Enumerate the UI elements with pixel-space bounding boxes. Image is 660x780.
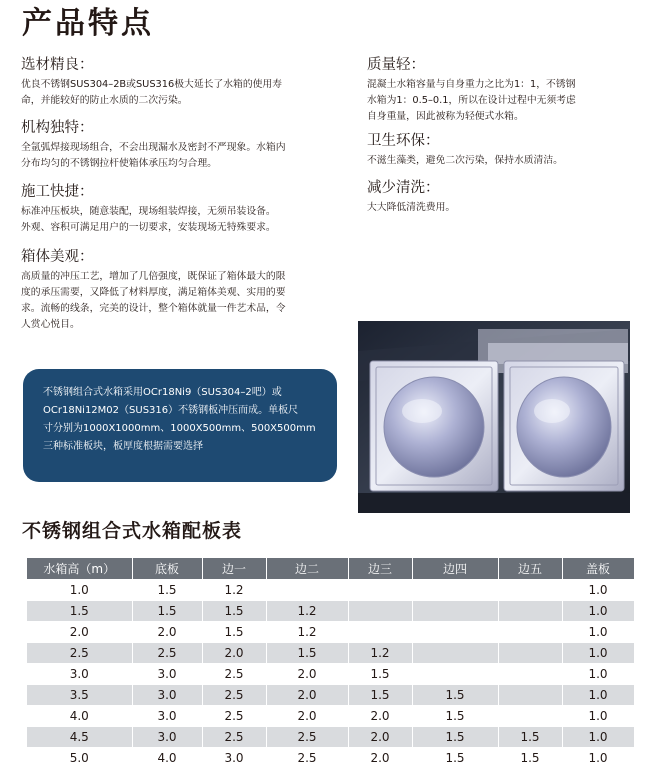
table-cell xyxy=(498,580,562,601)
table-cell: 1.5 xyxy=(498,727,562,748)
table-cell: 4.0 xyxy=(27,706,132,727)
feature-body: 全氩弧焊接现场组合，不会出现漏水及密封不严现象。水箱内 分布均匀的不锈钢拉杆使箱体承压均匀合理。 xyxy=(21,142,286,169)
table-cell: 1.2 xyxy=(266,622,348,643)
table-cell: 5.0 xyxy=(27,748,132,769)
table-title: 不锈钢组合式水箱配板表 xyxy=(22,520,243,542)
table-row xyxy=(27,622,634,643)
table-cell: 3.0 xyxy=(202,748,266,769)
table-cell: 2.5 xyxy=(202,706,266,727)
table-cell: 1.5 xyxy=(202,622,266,643)
feature-body: 标准冲压板块，随意装配，现场组装焊接，无须吊装设备。 外观、容积可满足用户的一切要求，安装现场无特殊要求。 xyxy=(21,206,276,233)
column-header: 边二 xyxy=(266,558,348,580)
column-header: 边四 xyxy=(412,558,498,580)
feature-heading: 箱体美观： xyxy=(21,249,94,265)
table-cell: 2.0 xyxy=(348,706,412,727)
table-cell: 2.5 xyxy=(27,643,132,664)
table-cell: 1.5 xyxy=(412,727,498,748)
feature-materials xyxy=(21,55,319,109)
table-cell xyxy=(266,580,348,601)
feature-heading: 选材精良： xyxy=(21,57,94,73)
table-cell: 2.5 xyxy=(266,727,348,748)
table-cell xyxy=(498,706,562,727)
table-cell: 2.5 xyxy=(266,748,348,769)
table-cell: 1.5 xyxy=(348,664,412,685)
table-cell: 2.0 xyxy=(348,727,412,748)
table-cell xyxy=(498,643,562,664)
table-cell: 1.0 xyxy=(562,601,634,622)
material-info-text: 不锈钢组合式水箱采用OCr18Ni9（SUS304–2吧）或 OCr18Ni12M02（SUS316）不锈钢板冲压而成。单板尺 寸分别为1000X1000mm、1000X500mm、500X500mm 三种标准板块，板厚度根据需要选择 xyxy=(43,387,316,452)
feature-heading: 机构独特： xyxy=(21,120,94,136)
table-cell: 1.0 xyxy=(562,706,634,727)
table-cell: 1.0 xyxy=(562,664,634,685)
table-cell: 1.2 xyxy=(266,601,348,622)
column-header: 水箱高（m） xyxy=(27,558,132,580)
table-cell xyxy=(498,601,562,622)
feature-heading: 减少清洗： xyxy=(367,180,440,196)
table-cell xyxy=(412,622,498,643)
table-cell xyxy=(348,622,412,643)
panel-spec-table xyxy=(27,558,635,768)
table-row xyxy=(27,664,634,685)
feature-lightweight xyxy=(367,55,629,125)
feature-heading: 质量轻： xyxy=(367,57,425,73)
column-header: 边一 xyxy=(202,558,266,580)
feature-hygiene xyxy=(367,131,629,169)
table-cell: 1.0 xyxy=(562,727,634,748)
table-cell: 1.2 xyxy=(202,580,266,601)
table-cell: 2.5 xyxy=(132,643,202,664)
table-cell: 1.0 xyxy=(562,685,634,706)
feature-heading: 卫生环保： xyxy=(367,133,440,149)
table-cell: 3.0 xyxy=(132,706,202,727)
table-cell xyxy=(498,664,562,685)
feature-heading: 施工快捷： xyxy=(21,184,94,200)
page-title: 产品特点 xyxy=(22,6,154,41)
table-cell xyxy=(412,643,498,664)
feature-body: 优良不锈钢SUS304–2B或SUS316极大延长了水箱的使用寿 命，并能较好的防止水质的二次污染。 xyxy=(21,79,283,106)
feature-structure xyxy=(21,118,319,172)
feature-body: 混凝土水箱容量与自身重力之比为1：1，不锈钢 水箱为1：0.5–0.1，所以在设计过程中无须考虑 自身重量，因此被称为轻便式水箱。 xyxy=(367,79,576,122)
table-cell: 2.0 xyxy=(266,706,348,727)
table-cell xyxy=(412,664,498,685)
table-cell: 1.5 xyxy=(412,748,498,769)
table-cell: 2.5 xyxy=(202,685,266,706)
table-row xyxy=(27,685,634,706)
table-row xyxy=(27,643,634,664)
feature-body: 不滋生藻类，避免二次污染，保持水质清洁。 xyxy=(367,155,563,166)
table-cell xyxy=(498,622,562,643)
table-cell: 1.5 xyxy=(498,748,562,769)
column-header: 底板 xyxy=(132,558,202,580)
table-cell: 4.5 xyxy=(27,727,132,748)
table-cell: 1.5 xyxy=(412,685,498,706)
table-cell: 2.0 xyxy=(266,685,348,706)
table-cell: 2.5 xyxy=(202,664,266,685)
table-cell: 2.0 xyxy=(27,622,132,643)
table-cell: 1.0 xyxy=(27,580,132,601)
table-cell: 3.5 xyxy=(27,685,132,706)
material-info-box xyxy=(23,369,337,482)
water-tank-illustration xyxy=(358,321,630,513)
column-header: 边三 xyxy=(348,558,412,580)
table-cell xyxy=(412,580,498,601)
column-header: 盖板 xyxy=(562,558,634,580)
table-cell: 1.5 xyxy=(412,706,498,727)
table-cell: 1.0 xyxy=(562,580,634,601)
table-cell: 2.0 xyxy=(202,643,266,664)
table-cell: 1.5 xyxy=(132,601,202,622)
table-cell xyxy=(348,580,412,601)
table-cell: 3.0 xyxy=(132,727,202,748)
feature-installation xyxy=(21,182,319,236)
table-cell: 3.0 xyxy=(27,664,132,685)
table-cell: 1.5 xyxy=(202,601,266,622)
table-header-row xyxy=(27,558,634,580)
table-cell: 1.5 xyxy=(132,580,202,601)
table-cell: 3.0 xyxy=(132,664,202,685)
table-cell: 1.5 xyxy=(348,685,412,706)
feature-cleaning xyxy=(367,178,629,216)
table-cell: 2.0 xyxy=(348,748,412,769)
table-cell: 2.5 xyxy=(202,727,266,748)
feature-body: 高质量的冲压工艺，增加了几倍强度，既保证了箱体最大的限 度的承压需要，又降低了材料厚度，满足箱体美观、实用的要 求。流畅的线条，完美的设计，整个箱体就量一件艺术品，令 人赏心悦目。 xyxy=(21,271,286,330)
table-cell: 1.5 xyxy=(266,643,348,664)
table-cell: 1.2 xyxy=(348,643,412,664)
table-row xyxy=(27,580,634,601)
column-header: 边五 xyxy=(498,558,562,580)
table-cell: 4.0 xyxy=(132,748,202,769)
table-cell: 1.0 xyxy=(562,622,634,643)
table-cell: 2.0 xyxy=(266,664,348,685)
table-cell: 1.5 xyxy=(27,601,132,622)
table-cell: 3.0 xyxy=(132,685,202,706)
table-row xyxy=(27,706,634,727)
feature-body: 大大降低清洗费用。 xyxy=(367,202,456,213)
table-cell: 2.0 xyxy=(132,622,202,643)
table-cell xyxy=(498,685,562,706)
feature-appearance xyxy=(21,247,319,333)
table-cell: 1.0 xyxy=(562,643,634,664)
table-row xyxy=(27,601,634,622)
table-cell xyxy=(412,601,498,622)
table-row xyxy=(27,748,634,769)
table-cell xyxy=(348,601,412,622)
table-row xyxy=(27,727,634,748)
water-tank-photo xyxy=(358,321,630,513)
table-cell: 1.0 xyxy=(562,748,634,769)
